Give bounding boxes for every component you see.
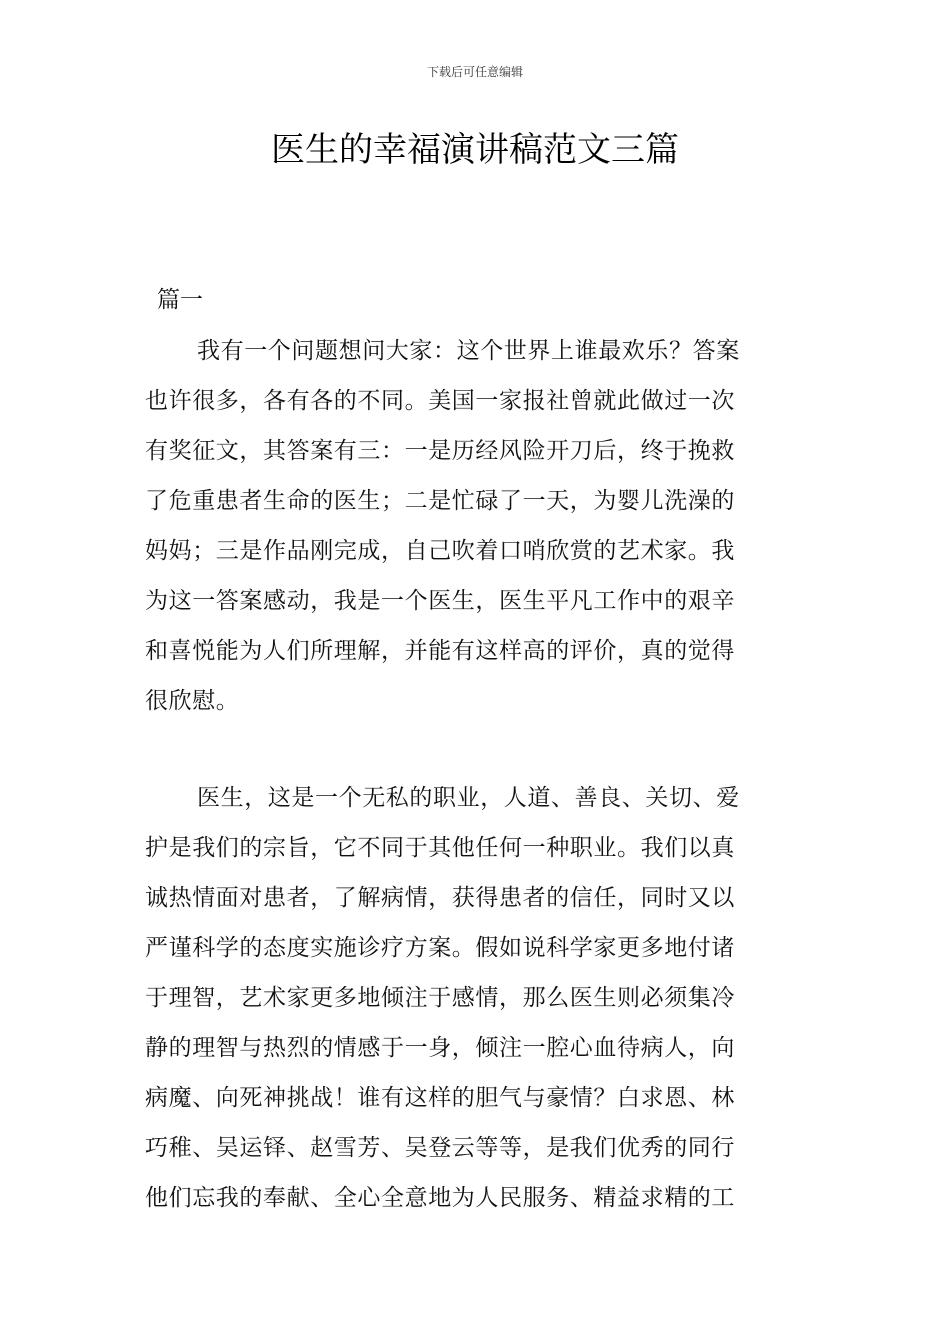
paragraph-line: 和喜悦能为人们所理解，并能有这样高的评价，真的觉得 [145,638,735,664]
paragraph-line: 巧稚、吴运铎、赵雪芳、吴登云等等，是我们优秀的同行 [145,1135,735,1161]
paragraph-line: 诚热情面对患者，了解病情，获得患者的信任，同时又以 [145,885,735,911]
paragraph-line: 了危重患者生命的医生；二是忙碌了一天，为婴儿洗澡的 [145,488,735,514]
document-title: 医生的幸福演讲稿范文三篇 [271,130,679,170]
paragraph-2 [145,773,807,1223]
paragraph-line: 严谨科学的态度实施诊疗方案。假如说科学家更多地付诸 [145,935,735,961]
paragraph-line: 妈妈；三是作品刚完成，自己吹着口哨欣赏的艺术家。我 [145,538,735,564]
paragraph-line: 为这一答案感动，我是一个医生，医生平凡工作中的艰辛 [145,588,735,614]
paragraph-line: 也许很多，各有各的不同。美国一家报社曾就此做过一次 [145,388,735,414]
paragraph-line: 有奖征文，其答案有三：一是历经风险开刀后，终于挽救 [145,438,735,464]
paragraph-line: 很欣慰。 [145,688,240,714]
paragraph-line: 静的理智与热烈的情感于一身，倾注一腔心血待病人，向 [145,1035,735,1061]
paragraph-1 [145,326,807,726]
section-label: 篇一 [157,287,203,313]
paragraph-line: 护是我们的宗旨，它不同于其他任何一种职业。我们以真 [145,835,735,861]
paragraph-line: 我有一个问题想问大家：这个世界上谁最欢乐？答案 [197,338,740,364]
paragraph-line: 医生，这是一个无私的职业，人道、善良、关切、爱 [197,785,740,811]
paragraph-line: 于理智，艺术家更多地倾注于感情，那么医生则必须集冷 [145,985,735,1011]
paragraph-line: 病魔、向死神挑战！谁有这样的胆气与豪情？白求恩、林 [145,1085,735,1111]
paragraph-line: 他们忘我的奉献、全心全意地为人民服务、精益求精的工 [145,1185,735,1211]
header-note: 下载后可任意编辑 [426,65,523,79]
